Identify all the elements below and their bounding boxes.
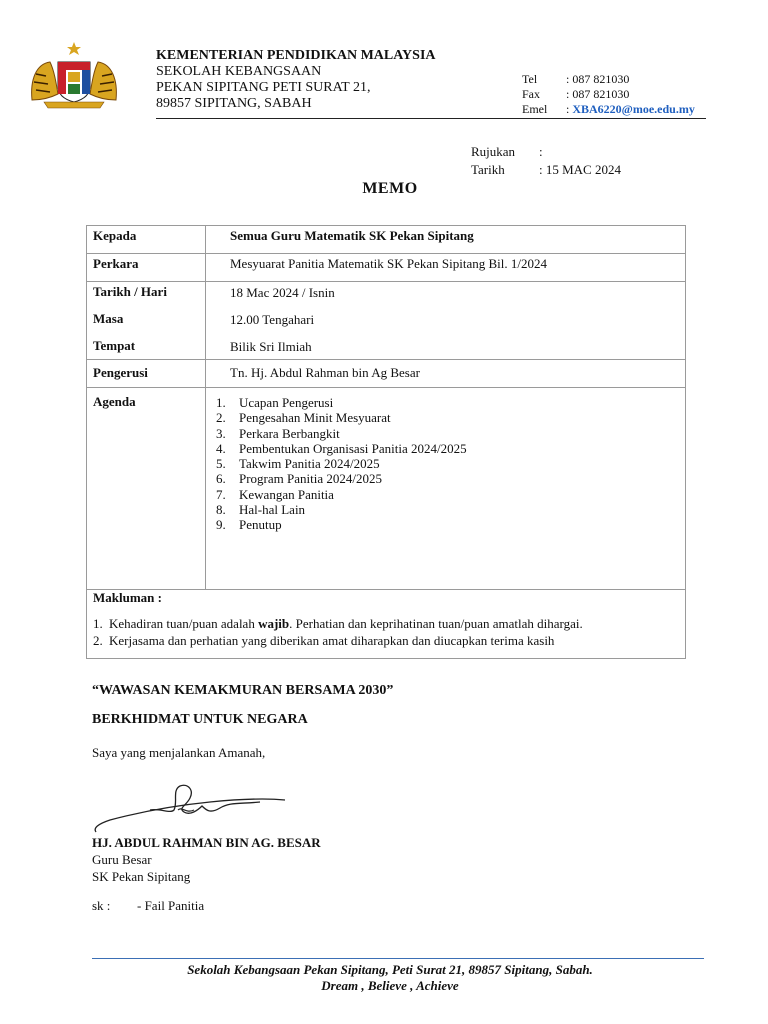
kepada-value: Semua Guru Matematik SK Pekan Sipitang xyxy=(205,225,686,254)
email-separator: : xyxy=(566,102,570,116)
agenda-item xyxy=(216,487,685,502)
pengerusi-label: Pengerusi xyxy=(86,359,206,388)
perkara-label: Perkara xyxy=(86,253,206,282)
agenda-item-text: Pembentukan Organisasi Panitia 2024/2025 xyxy=(239,440,467,456)
details-value-cell xyxy=(205,281,686,360)
agenda-item-number: 1. xyxy=(216,395,226,410)
agenda-item xyxy=(216,395,685,410)
masa-label: Masa xyxy=(93,311,124,326)
email-link[interactable]: XBA6220@moe.edu.my xyxy=(572,102,695,116)
agenda-item-number: 4. xyxy=(216,440,226,456)
slogan: “WAWASAN KEMAKMURAN BERSAMA 2030” xyxy=(92,683,394,698)
details-label-cell xyxy=(86,281,206,360)
masa-value: 12.00 Tengahari xyxy=(230,312,315,327)
coat-of-arms-icon xyxy=(24,40,124,110)
makluman-cell xyxy=(86,589,686,659)
agenda-item-number: 3. xyxy=(216,425,226,441)
sk-label: sk : xyxy=(92,898,111,913)
agenda-item xyxy=(216,502,685,517)
school-address-line1: PEKAN SIPITANG PETI SURAT 21, xyxy=(156,80,371,95)
tempat-value: Bilik Sri Ilmiah xyxy=(230,339,312,354)
agenda-item-number: 8. xyxy=(216,502,226,518)
tarikh-memo-value: : 15 MAC 2024 xyxy=(539,162,621,177)
memo-table xyxy=(86,225,686,659)
agenda-item-number: 7. xyxy=(216,486,226,502)
makluman-item xyxy=(93,616,583,632)
agenda-list xyxy=(216,395,685,533)
fax-line xyxy=(522,87,629,102)
agenda-item xyxy=(216,456,685,471)
signatory-name: HJ. ABDUL RAHMAN BIN AG. BESAR xyxy=(92,835,321,850)
makluman-label: Makluman : xyxy=(93,590,162,605)
tarikh-hari-label: Tarikh / Hari xyxy=(93,284,167,299)
agenda-item-text: Takwim Panitia 2024/2025 xyxy=(239,456,380,472)
agenda-item-text: Perkara Berbangkit xyxy=(239,425,340,441)
agenda-item-text: Ucapan Pengerusi xyxy=(239,395,334,410)
agenda-item-text: Program Panitia 2024/2025 xyxy=(239,471,382,487)
makluman-item-text-end: . Perhatian dan keprihatinan tuan/puan amatlah dihargai. xyxy=(289,616,583,631)
agenda-cell xyxy=(205,387,686,590)
memo-title: MEMO xyxy=(362,180,418,197)
tarikh-memo-label: Tarikh xyxy=(471,162,505,177)
makluman-item-number: 1. xyxy=(93,616,103,631)
agenda-item-text: Pengesahan Minit Mesyuarat xyxy=(239,410,391,426)
header-divider xyxy=(156,118,706,119)
fax-value: : 087 821030 xyxy=(566,87,630,101)
tel-label: Tel xyxy=(522,72,538,86)
tarikh-memo-line xyxy=(471,162,621,178)
makluman-item-number: 2. xyxy=(93,633,103,648)
email-label: Emel xyxy=(522,102,548,116)
agenda-item xyxy=(216,410,685,425)
rujukan-label: Rujukan xyxy=(471,144,516,159)
agenda-item-text: Hal-hal Lain xyxy=(239,502,306,518)
perkara-value: Mesyuarat Panitia Matematik SK Pekan Sipitang Bil. 1/2024 xyxy=(205,253,686,282)
agenda-item xyxy=(216,517,685,532)
agenda-item xyxy=(216,471,685,486)
makluman-item-text: Kehadiran tuan/puan adalah xyxy=(109,616,259,631)
agenda-item-number: 6. xyxy=(216,471,226,487)
rujukan-value: : xyxy=(539,144,543,159)
email-line xyxy=(522,102,695,117)
footer-tagline: Dream , Believe , Achieve xyxy=(321,978,459,993)
agenda-item-text: Penutup xyxy=(239,517,282,533)
sk-value: - Fail Panitia xyxy=(137,898,205,913)
agenda-item xyxy=(216,426,685,441)
tel-value: : 087 821030 xyxy=(566,72,630,86)
agenda-item-number: 9. xyxy=(216,517,226,533)
makluman-item xyxy=(93,633,554,649)
footer-address: Sekolah Kebangsaan Pekan Sipitang, Peti Surat 21, 89857 Sipitang, Sabah. xyxy=(187,962,593,977)
agenda-item xyxy=(216,441,685,456)
tel-line xyxy=(522,72,629,87)
school-address-line2: 89857 SIPITANG, SABAH xyxy=(156,96,312,111)
agenda-label: Agenda xyxy=(86,387,206,590)
makluman-item-text: Kerjasama dan perhatian yang diberikan amat diharapkan dan diucapkan terima kasih xyxy=(109,633,555,648)
kepada-label: Kepada xyxy=(86,225,206,254)
rujukan-line xyxy=(471,144,543,160)
ministry-name: KEMENTERIAN PENDIDIKAN MALAYSIA xyxy=(156,48,436,63)
fax-label: Fax xyxy=(522,87,540,101)
makluman-item-emphasis: wajib xyxy=(258,616,290,631)
tempat-label: Tempat xyxy=(93,338,136,353)
agenda-item-text: Kewangan Panitia xyxy=(239,486,334,502)
signatory-school: SK Pekan Sipitang xyxy=(92,869,191,884)
signatory-position: Guru Besar xyxy=(92,852,152,867)
agenda-item-number: 5. xyxy=(216,456,226,472)
agenda-item-number: 2. xyxy=(216,410,226,426)
closing-line: Saya yang menjalankan Amanah, xyxy=(92,745,266,760)
sk-line xyxy=(92,898,204,914)
school-name: SEKOLAH KEBANGSAAN xyxy=(156,64,322,79)
tarikh-hari-value: 18 Mac 2024 / Isnin xyxy=(230,285,335,300)
signature-icon xyxy=(90,780,290,836)
motto: BERKHIDMAT UNTUK NEGARA xyxy=(92,712,308,727)
pengerusi-value: Tn. Hj. Abdul Rahman bin Ag Besar xyxy=(205,359,686,388)
footer-divider xyxy=(92,958,704,959)
